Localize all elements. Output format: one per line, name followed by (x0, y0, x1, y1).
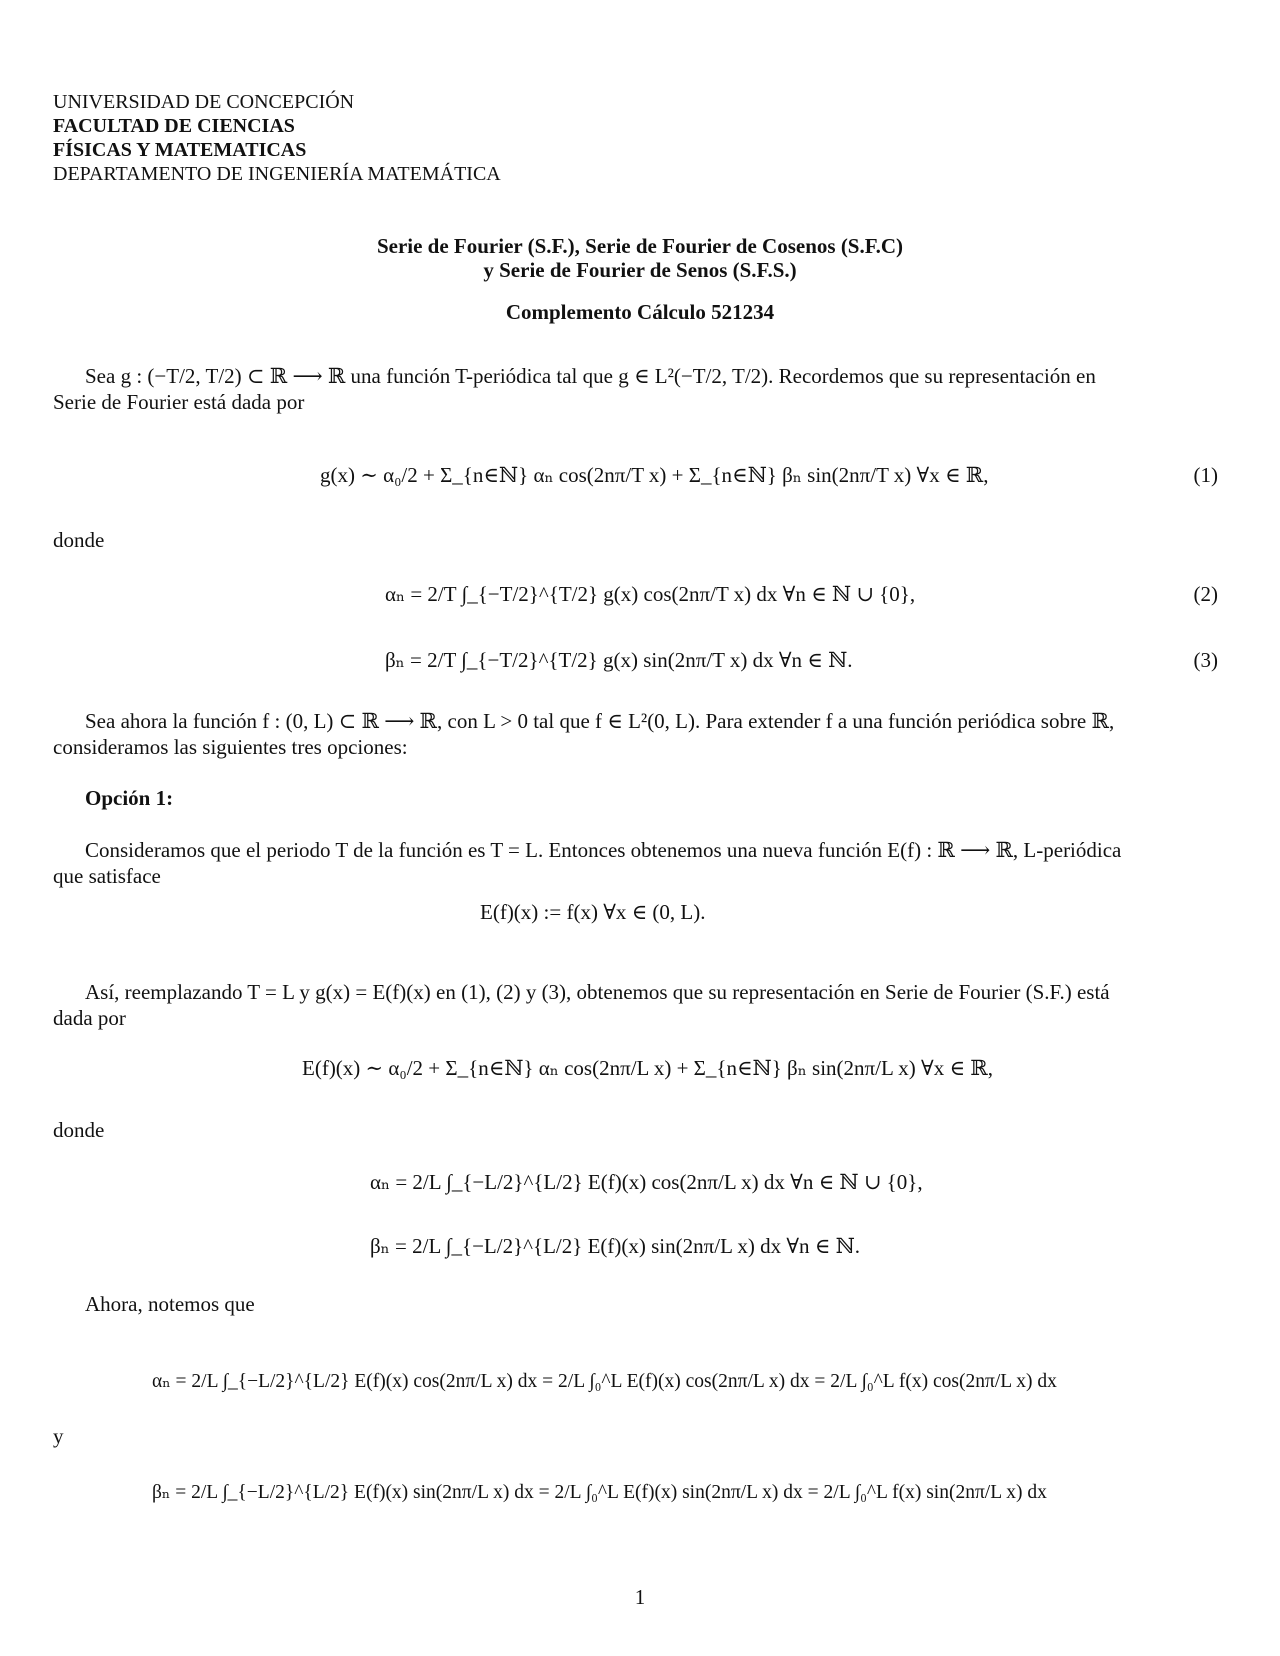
equation-ef-series: E(f)(x) ∼ α₀/2 + Σ_{n∈ℕ} αₙ cos(2nπ/L x) + Σ_{n∈ℕ} βₙ sin(2nπ/L x) ∀x ∈ ℝ, (302, 1056, 993, 1080)
equation-3: βₙ = 2/T ∫_{−T/2}^{T/2} g(x) sin(2nπ/T x) dx ∀n ∈ ℕ. (385, 648, 853, 672)
option-1-heading: Opción 1: (85, 786, 174, 810)
header-department: DEPARTAMENTO DE INGENIERÍA MATEMÁTICA (53, 163, 501, 185)
equation-3-number: (3) (1193, 648, 1218, 672)
equation-1: g(x) ∼ α₀/2 + Σ_{n∈ℕ} αₙ cos(2nπ/T x) + Σ_{n∈ℕ} βₙ sin(2nπ/T x) ∀x ∈ ℝ, (320, 463, 989, 487)
equation-1-number: (1) (1193, 463, 1218, 487)
equation-alpha-chain: αₙ = 2/L ∫_{−L/2}^{L/2} E(f)(x) cos(2nπ/L x) dx = 2/L ∫₀^L E(f)(x) cos(2nπ/L x) dx = 2/L ∫₀^L f(x) cos(2nπ/L x) dx (152, 1371, 1057, 1392)
paragraph-replacement: Así, reemplazando T = L y g(x) = E(f)(x) en (1), (2) y (3), obtenemos que su representación en Serie de Fourier (S.F.) está (85, 980, 1110, 1004)
equation-2: αₙ = 2/T ∫_{−T/2}^{T/2} g(x) cos(2nπ/T x) dx ∀n ∈ ℕ ∪ {0}, (385, 582, 916, 606)
equation-beta-ef: βₙ = 2/L ∫_{−L/2}^{L/2} E(f)(x) sin(2nπ/L x) dx ∀n ∈ ℕ. (370, 1234, 861, 1258)
donde-label-2: donde (53, 1118, 105, 1142)
subtitle: Complemento Cálculo 521234 (505, 300, 775, 324)
title-line1: Serie de Fourier (S.F.), Serie de Fourier de Cosenos (S.F.C) (376, 234, 904, 258)
paragraph-replacement-cont: dada por (53, 1006, 126, 1030)
paragraph-option1-cont: que satisface (53, 864, 161, 888)
paragraph-extension-cont: consideramos las siguientes tres opciones: (53, 735, 408, 759)
paragraph-intro-cont: Serie de Fourier está dada por (53, 390, 305, 414)
equation-beta-chain: βₙ = 2/L ∫_{−L/2}^{L/2} E(f)(x) sin(2nπ/L x) dx = 2/L ∫₀^L E(f)(x) sin(2nπ/L x) dx = 2/L ∫₀^L f(x) sin(2nπ/L x) dx (152, 1482, 1047, 1503)
header-faculty-cont: FÍSICAS Y MATEMATICAS (53, 139, 307, 161)
paragraph-option1: Consideramos que el periodo T de la función es T = L. Entonces obtenemos una nueva función E(f) : ℝ ⟶ ℝ, L-periódica (85, 838, 1122, 862)
header-university: UNIVERSIDAD DE CONCEPCIÓN (53, 91, 355, 113)
equation-2-number: (2) (1193, 582, 1218, 606)
paragraph-intro: Sea g : (−T/2, T/2) ⊂ ℝ ⟶ ℝ una función T-periódica tal que g ∈ L²(−T/2, T/2). Recordemos que su representación en (85, 364, 1096, 388)
donde-label: donde (53, 528, 105, 552)
paragraph-extension: Sea ahora la función f : (0, L) ⊂ ℝ ⟶ ℝ, con L > 0 tal que f ∈ L²(0, L). Para extender f a una función periódica sobre ℝ, (85, 709, 1115, 733)
page-number: 1 (634, 1585, 646, 1609)
header-faculty: FACULTAD DE CIENCIAS (53, 115, 295, 137)
title-line2: y Serie de Fourier de Senos (S.F.S.) (483, 258, 797, 282)
equation-alpha-ef: αₙ = 2/L ∫_{−L/2}^{L/2} E(f)(x) cos(2nπ/L x) dx ∀n ∈ ℕ ∪ {0}, (370, 1170, 923, 1194)
paragraph-notemos: Ahora, notemos que (85, 1292, 255, 1316)
conjunction-y: y (53, 1424, 64, 1448)
equation-extension: E(f)(x) := f(x) ∀x ∈ (0, L). (480, 900, 706, 924)
